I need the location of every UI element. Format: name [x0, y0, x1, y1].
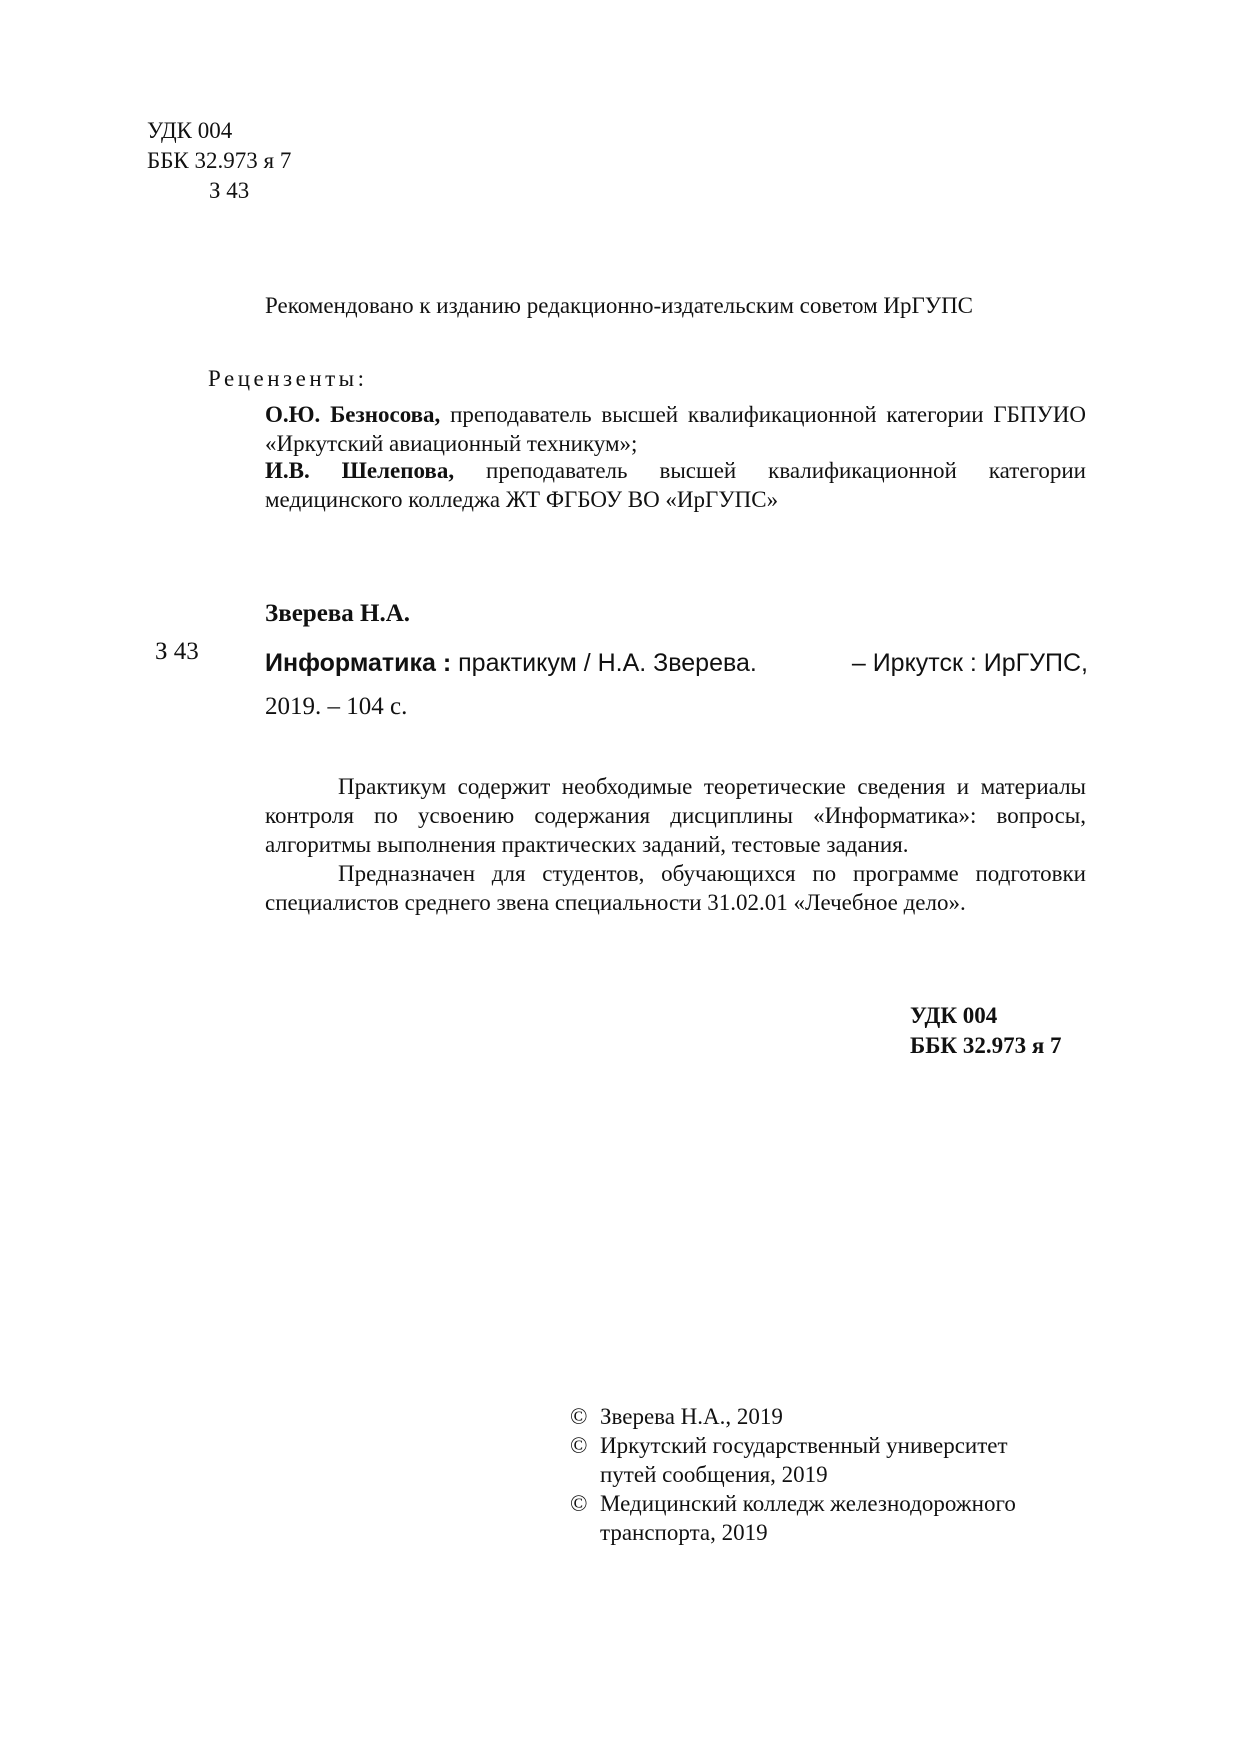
book-title: Информатика :: [265, 649, 452, 677]
bbk-code: ББК 32.973 я 7: [147, 148, 292, 173]
abstract-paragraph: Предназначен для студентов, обучающихся по программе подготовки специалистов среднего звена специальности 31.02.01 «Лечебное дело».: [265, 861, 1086, 915]
book-type-author: практикум / Н.А. Зверева.: [451, 649, 757, 677]
copyright-holder: Иркутский государственный университет: [600, 1433, 1008, 1458]
reviewers-label: Рецензенты:: [208, 366, 368, 391]
udk-bbk-footer: [910, 1001, 1062, 1061]
reviewer-description: преподаватель высшей квалификационной категории ГБПУИО «Иркутский авиационный техникум»;: [265, 402, 1086, 456]
recommendation-line: Рекомендовано к изданию редакционно-издательским советом ИрГУПС: [265, 293, 974, 318]
copyright-icon: ©: [570, 1491, 588, 1516]
reviewer-entry: [265, 400, 1086, 458]
bibliography-line-1: [265, 642, 1088, 685]
bibliographic-record: [265, 642, 1088, 728]
udk-code: УДК 004: [147, 118, 233, 143]
copyright-icon: ©: [570, 1433, 588, 1458]
copyright-entry: [570, 1431, 1016, 1460]
copyright-holder-continued: путей сообщения, 2019: [600, 1462, 828, 1487]
copyright-icon: ©: [570, 1404, 588, 1429]
copyright-entry: [570, 1489, 1016, 1518]
copyright-holder: Медицинский колледж железнодорожного: [600, 1491, 1016, 1516]
udk-code: УДК 004: [910, 1003, 998, 1028]
author-sign: З 43: [209, 178, 250, 203]
bibliography-author: Зверева Н.А.: [265, 600, 411, 627]
copyright-holder-continued: транспорта, 2019: [600, 1520, 768, 1545]
copyright-block: [570, 1402, 1016, 1547]
reviewer-name: О.Ю. Безносова,: [265, 402, 441, 427]
copyright-holder: Зверева Н.А., 2019: [600, 1404, 783, 1429]
bbk-code: ББК 32.973 я 7: [910, 1033, 1062, 1058]
author-cipher: З 43: [155, 638, 199, 665]
copyright-entry: [570, 1402, 1016, 1431]
reviewer-description: преподаватель высшей квалификационной категории медицинского колледжа ЖТ ФГБОУ ВО «ИрГУПС»: [265, 458, 1086, 512]
udk-bbk-header: [147, 116, 291, 206]
reviewer-name: И.В. Шелепова,: [265, 458, 455, 483]
bibliography-year-pages: 2019. – 104 с.: [265, 693, 408, 720]
reviewer-entry: [265, 456, 1086, 514]
publisher-place: – Иркутск : ИрГУПС,: [851, 649, 1088, 677]
abstract-paragraph: Практикум содержит необходимые теоретические сведения и материалы контроля по усвоению содержания дисциплины «Информатика»: вопросы, алгоритмы выполнения практических заданий, тестовые задания.: [265, 774, 1086, 857]
